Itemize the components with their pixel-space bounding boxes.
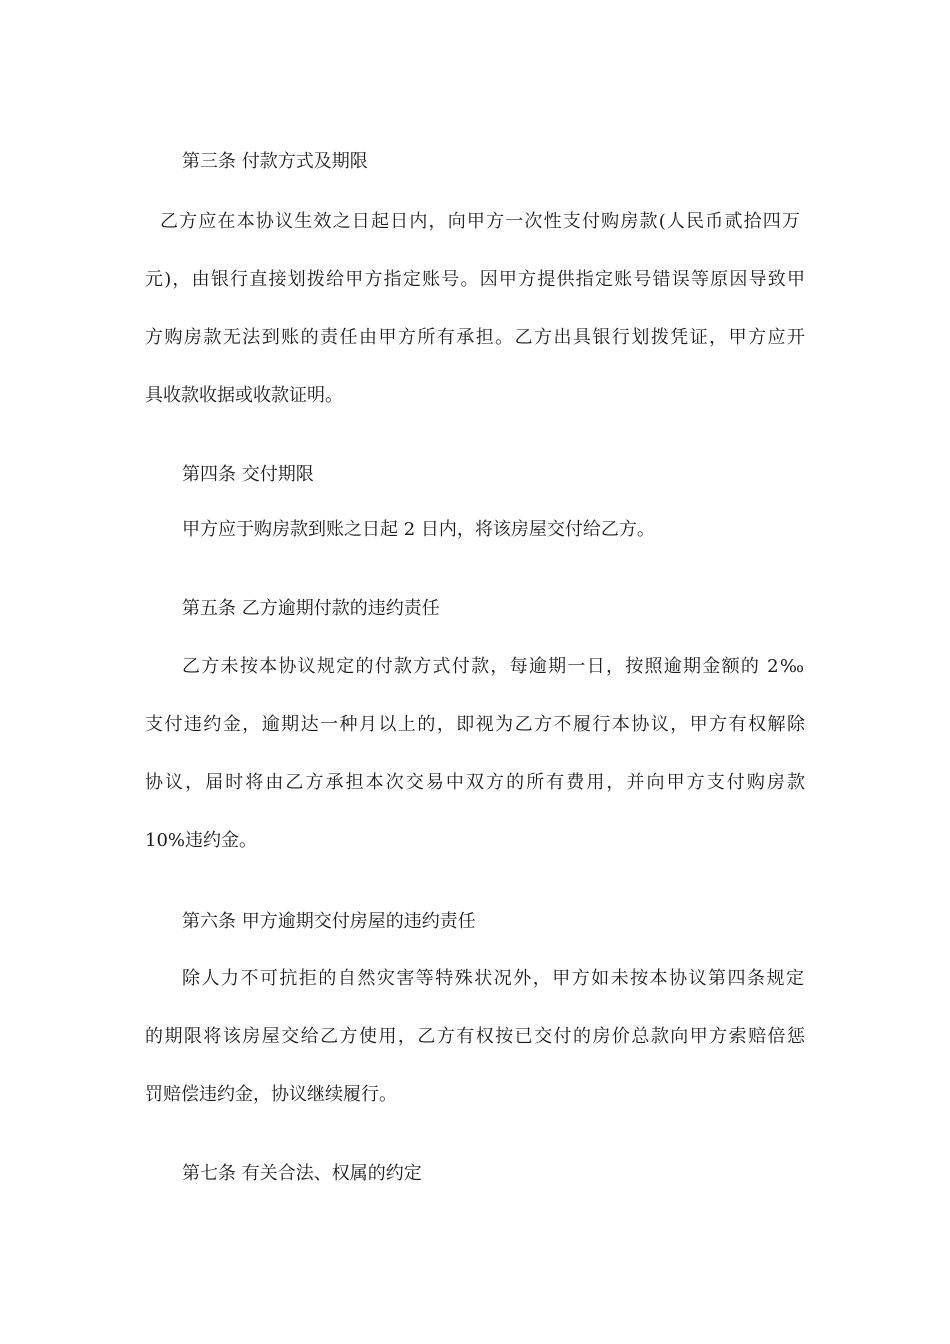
article-6-line-2: 的期限将该房屋交给乙方使用，乙方有权按已交付的房价总款向甲方索赔倍惩: [145, 1026, 805, 1047]
article-5-line-3: 协议，届时将由乙方承担本次交易中双方的所有费用，并向甲方支付购房款: [145, 772, 805, 793]
article-3-line-2: 元)，由银行直接划拨给甲方指定账号。因甲方提供指定账号错误等原因导致甲: [145, 269, 805, 290]
article-3-heading: 第三条 付款方式及期限: [182, 151, 368, 172]
article-6-line-1: 除人力不可抗拒的自然灾害等特殊状况外，甲方如未按本协议第四条规定: [182, 968, 804, 989]
article-5-heading: 第五条 乙方逾期付款的违约责任: [182, 598, 440, 619]
article-3-line-4: 具收款收据或收款证明。: [145, 385, 343, 406]
article-5-line-1: 乙方未按本协议规定的付款方式付款，每逾期一日，按照逾期金额的 2‰: [182, 656, 804, 677]
article-7-heading: 第七条 有关合法、权属的约定: [182, 1163, 422, 1184]
article-3-line-3: 方购房款无法到账的责任由甲方所有承担。乙方出具银行划拨凭证，甲方应开: [145, 327, 805, 348]
article-6-line-3: 罚赔偿违约金，协议继续履行。: [145, 1084, 397, 1105]
article-5-line-2: 支付违约金，逾期达一种月以上的，即视为乙方不履行本协议，甲方有权解除: [145, 714, 805, 735]
article-4-heading: 第四条 交付期限: [182, 464, 314, 485]
article-5-line-4: 10%违约金。: [145, 830, 258, 851]
article-4-line-1: 甲方应于购房款到账之日起 2 日内，将该房屋交付给乙方。: [182, 519, 655, 540]
article-6-heading: 第六条 甲方逾期交付房屋的违约责任: [182, 911, 476, 932]
article-3-line-1: 乙方应在本协议生效之日起日内，向甲方一次性支付购房款(人民币贰拾四万: [160, 211, 800, 232]
